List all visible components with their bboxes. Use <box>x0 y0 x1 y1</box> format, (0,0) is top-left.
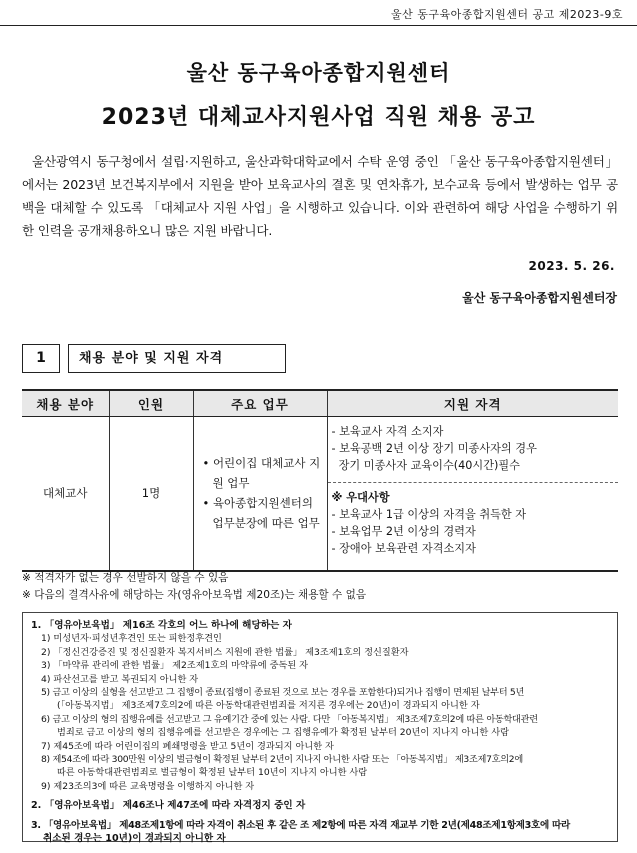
qualification-item: 장기 미종사자 교육이수(40시간)필수 <box>331 459 520 472</box>
disq-sub-continuation: (「아동복지법」 제3조제7호의2에 따른 아동학대관련범죄를 저지른 경우에는 20년)이 경과되지 아니한 자 <box>57 700 480 712</box>
announcement-date: 2023. 5. 26. <box>528 259 615 273</box>
recruitment-table <box>22 389 618 572</box>
disq-sub-item: 6) 금고 이상의 형의 집행유예를 선고받고 그 유예기간 중에 있는 사람. 다만 「아동복지법」 제3조제7호의2에 따른 아동학대관련 <box>41 713 538 725</box>
preferred-item: - 장애아 보육관련 자격소지자 <box>331 542 476 555</box>
disq-item-3: 3. 「영유아보육법」 제48조제1항에 따라 자격이 취소된 후 같은 조 제2항에 따른 자격 재교부 기한 2년(제48조제1항제3호에 따라 <box>31 819 570 831</box>
disq-sub-item: 4) 파산선고를 받고 복권되지 아니한 자 <box>41 673 199 685</box>
preferred-qualifications <box>328 483 619 561</box>
disq-item-2: 2. 「영유아보육법」 제46조나 제47조에 따라 자격정지 중인 자 <box>31 800 306 812</box>
title-organization: 울산 동구육아종합지원센터 <box>186 61 451 85</box>
header-qualifications: 지원 자격 <box>327 390 618 417</box>
section-number: 1 <box>22 344 60 373</box>
cell-field: 대체교사 <box>22 417 109 571</box>
header-field: 채용 분야 <box>22 390 109 417</box>
disq-sub-item: 8) 제54조에 따라 300만원 이상의 벌금형이 확정된 날부터 2년이 지나지 아니한 사람 또는 「아동복지법」 제3조제7호의2에 <box>41 754 523 766</box>
preferred-item: - 보육업무 2년 이상의 경력자 <box>331 525 476 538</box>
disq-sub-item: 9) 제23조의3에 따른 교육명령을 이행하지 아니한 자 <box>41 780 255 792</box>
disq-item-1: 1. 「영유아보육법」 제16조 각호의 어느 하나에 해당하는 자 <box>31 620 292 631</box>
cell-qualifications <box>327 417 618 571</box>
note-no-candidate: ※ 적격자가 없는 경우 선발하지 않을 수 있음 <box>22 572 229 584</box>
qualification-item: - 보육교사 자격 소지자 <box>331 425 444 438</box>
header-count: 인원 <box>109 390 193 417</box>
table-row <box>22 417 618 571</box>
section-title: 채용 분야 및 지원 자격 <box>68 344 286 373</box>
disq-sub-continuation: 범죄로 금고 이상의 형의 집행유예를 선고받은 경우에는 그 집행유예가 확정된 날부터 20년이 지나지 아니한 사람 <box>57 727 509 739</box>
notice-number: 울산 동구육아종합지원센터 공고 제2023-9호 <box>391 8 623 21</box>
header-divider <box>0 25 637 26</box>
intro-paragraph: 울산광역시 동구청에서 설립·지원하고, 울산과학대학교에서 수탁 운영 중인 「울산 동구육아종합지원센터」에서는 2023년 보건복지부에서 지원을 받아 보육교사의 결혼 및 연차휴가, 보수교육 등에서 발생하는 업무 공백을 대체할 수 있도록 「대체교사 지원 사업」을 시행하고 있습니다. 이와 관련하여 해당 사업을 수행하기 위한 인력을 공개채용하오니 많은 지원 바랍니다. <box>22 154 618 238</box>
duty-item: • 어린이집 대체교사 지원 업무 <box>202 456 321 491</box>
duty-item: • 육아종합지원센터의 업무분장에 따른 업무 <box>202 496 320 531</box>
disq-item-3-continuation: 취소된 경우는 10년)이 경과되지 아니한 자 <box>43 833 226 845</box>
required-qualifications <box>328 417 619 483</box>
disq-sub-item: 5) 금고 이상의 실형을 선고받고 그 집행이 종료(집행이 종료된 것으로 보는 경우를 포함한다)되거나 집행이 면제된 날부터 5년 <box>41 687 525 699</box>
disq-sub-item: 7) 제45조에 따라 어린이집의 폐쇄명령을 받고 5년이 경과되지 아니한 자 <box>41 740 334 752</box>
cell-count: 1명 <box>109 417 193 571</box>
disq-sub-continuation: 따른 아동학대관련범죄로 벌금형이 확정된 날부터 10년이 지나지 아니한 사람 <box>57 767 368 779</box>
preferred-item: - 보육교사 1급 이상의 자격을 취득한 자 <box>331 508 527 521</box>
disq-sub-item: 1) 미성년자·피성년후견인 또는 피한정후견인 <box>41 633 222 645</box>
table-header-row <box>22 390 618 417</box>
duty-list <box>195 453 326 533</box>
header-duties: 주요 업무 <box>193 390 327 417</box>
title-announcement: 2023년 대체교사지원사업 직원 채용 공고 <box>101 105 536 130</box>
disqualification-box <box>22 612 618 845</box>
qualification-item: - 보육공백 2년 이상 장기 미종사자의 경우 <box>331 442 537 455</box>
disq-sub-item: 3) 「마약류 관리에 관한 법률」 제2조제1호의 마약류에 중독된 자 <box>41 660 308 672</box>
preferred-title: ※ 우대사항 <box>331 491 390 504</box>
note-disqualification: ※ 다음의 결격사유에 해당하는 자(영유아보육법 제20조)는 채용할 수 없음 <box>22 589 367 601</box>
disq-sub-item: 2) 「정신건강증진 및 정신질환자 복지서비스 지원에 관한 법률」 제3조제1호의 정신질환자 <box>41 646 409 658</box>
signer: 울산 동구육아종합지원센터장 <box>462 291 617 305</box>
cell-duties <box>193 417 327 571</box>
